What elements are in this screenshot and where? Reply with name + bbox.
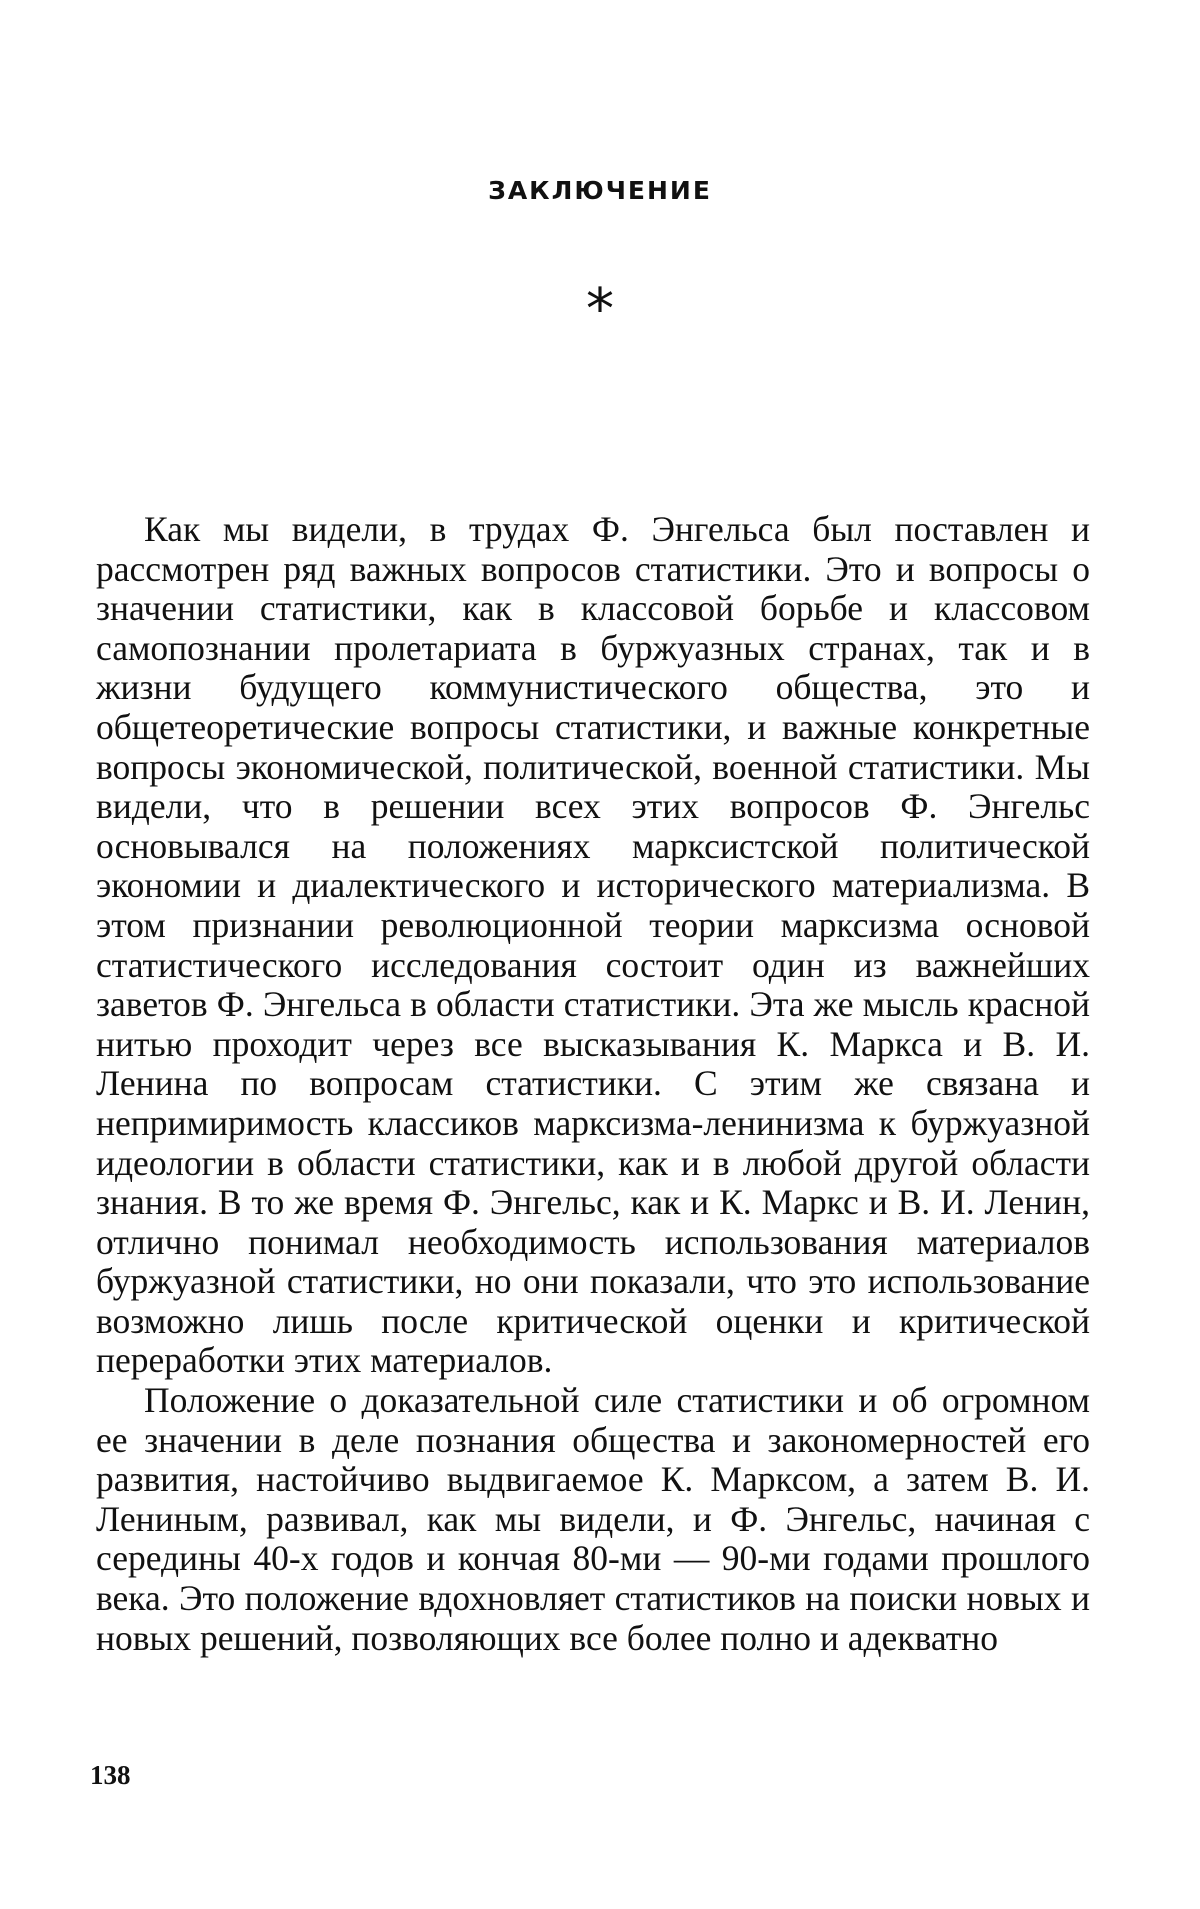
body-text (96, 510, 1090, 1658)
paragraph-1: Как мы видели, в трудах Ф. Энгельса был поставлен и рассмотрен ряд важных вопросов статистики. Это и вопросы о значении статистики, как в классовой борьбе и классовом самопознании пролетариата в буржуазных странах, так и в жизни будущего коммунистического общества, это и общетеоретические вопросы статистики, и важные конкретные вопросы экономической, политической, военной статистики. Мы видели, что в решении всех этих вопросов Ф. Энгельс основывался на положениях марксистской политической экономии и диалектического и исторического материализма. В этом признании революционной теории марксизма основой статистического исследования состоит один из важнейших заветов Ф. Энгельса в области статистики. Эта же мысль красной нитью проходит через все высказывания К. Маркса и В. И. Ленина по вопросам статистики. С этим же связана и непримиримость классиков марксизма-ленинизма к буржуазной идеологии в области статистики, как и в любой другой области знания. В то же время Ф. Энгельс, как и К. Маркс и В. И. Ленин, отлично понимал необходимость использования материалов буржуазной статистики, но они показали, что это использование возможно лишь после критической оценки и критической переработки этих материалов. (96, 509, 1090, 1381)
ornament-asterisk: * (586, 277, 614, 342)
chapter-heading: ЗАКЛЮЧЕНИЕ (488, 176, 712, 205)
page-number: 138 (90, 1760, 131, 1790)
paragraph-2: Положение о доказательной силе статистики и об огромном ее значении в деле познания общества и закономерностей его развития, настойчиво выдвигаемое К. Марксом, а затем В. И. Лениным, развивал, как мы видели, и Ф. Энгельс, начиная с середины 40-х годов и кончая 80-ми — 90-ми годами прошлого века. Это положение вдохновляет статистиков на поиски новых и новых решений, позволяющих все более полно и адекватно (96, 1380, 1090, 1658)
